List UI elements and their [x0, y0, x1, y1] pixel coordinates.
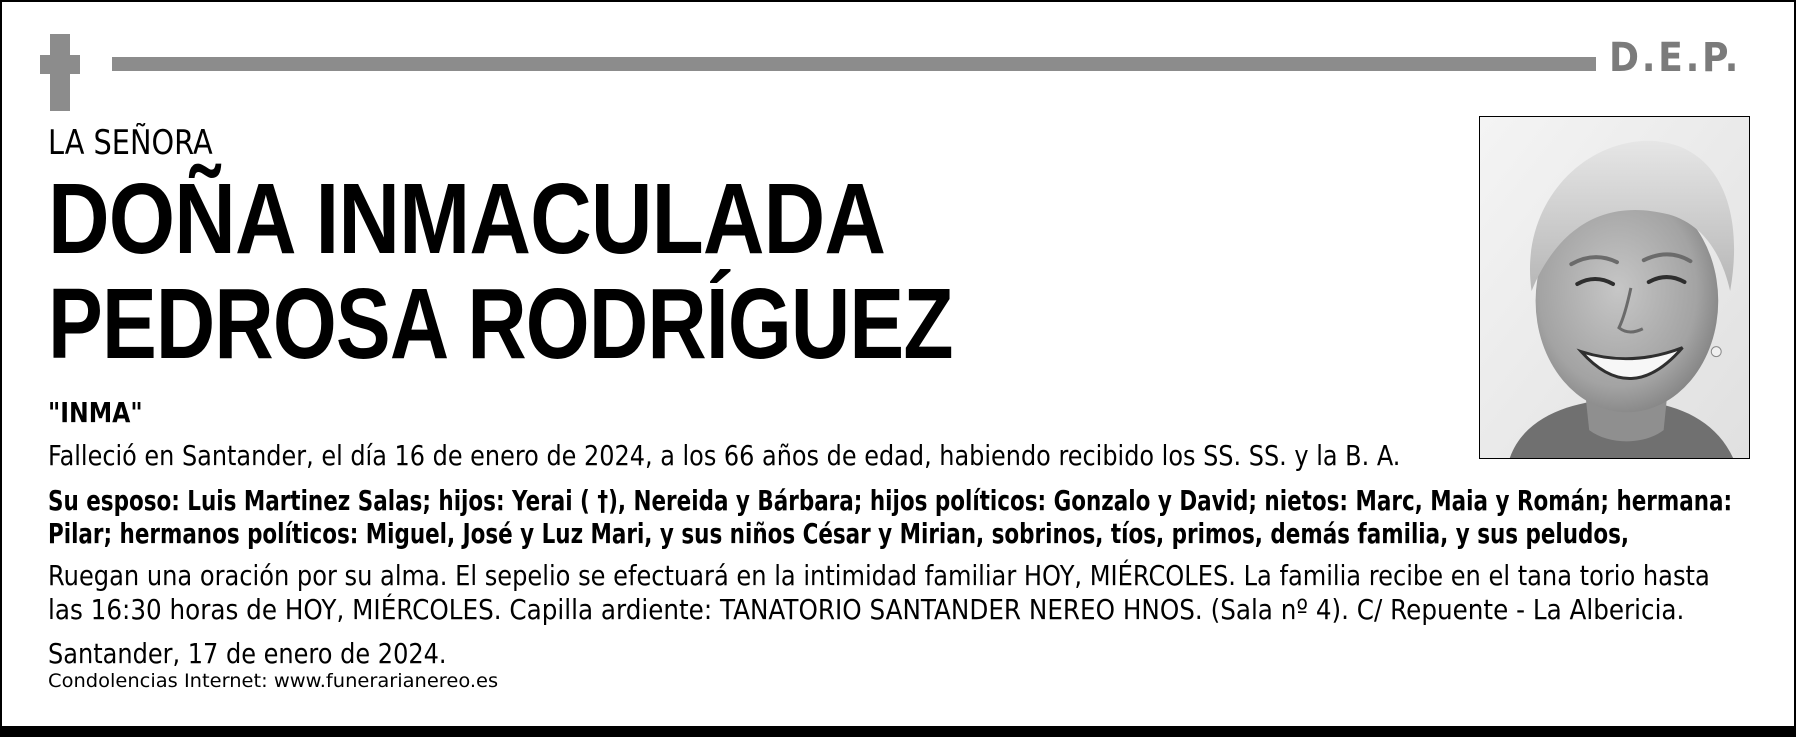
service-line-2: las 16:30 horas de HOY, MIÉRCOLES. Capilla ardiente: TANATORIO SANTANDER NEREO HNOS. (Sala nº 4). C/ Repuente - La Albericia.: [48, 593, 1685, 626]
header-rule: [112, 57, 1596, 71]
portrait-image: [1480, 117, 1749, 458]
dep-label: D.E.P.: [1609, 35, 1742, 81]
nickname: "INMA": [48, 396, 143, 429]
name-line-1: DOÑA INMACULADA: [48, 163, 886, 275]
cross-icon: [40, 34, 80, 111]
service-line-1: Ruegan una oración por su alma. El sepelio se efectuará en la intimidad familiar HOY, MIÉRCOLES. La familia recibe en el tana torio hasta: [48, 559, 1710, 592]
family-line-2: Pilar; hermanos políticos: Miguel, José y Luz Mari, y sus niños César y Mirian, sobrinos, tíos, primos, demás familia, y sus peludos,: [48, 517, 1630, 550]
portrait-photo: [1479, 116, 1750, 459]
death-statement: Falleció en Santander, el día 16 de enero de 2024, a los 66 años de edad, habiendo recibido los SS. SS. y la B. A.: [48, 439, 1401, 472]
bottom-bar: [0, 726, 1796, 737]
honorific: LA SEÑORA: [48, 123, 213, 163]
place-date: Santander, 17 de enero de 2024.: [48, 637, 447, 670]
name-line-2: PEDROSA RODRÍGUEZ: [48, 268, 953, 380]
condolences-line: Condolencias Internet: www.funerarianereo.es: [48, 670, 499, 692]
family-line-1: Su esposo: Luis Martinez Salas; hijos: Yerai ( †), Nereida y Bárbara; hijos políticos: Gonzalo y David; nietos: Marc, Maia y Román; hermana:: [48, 484, 1733, 517]
